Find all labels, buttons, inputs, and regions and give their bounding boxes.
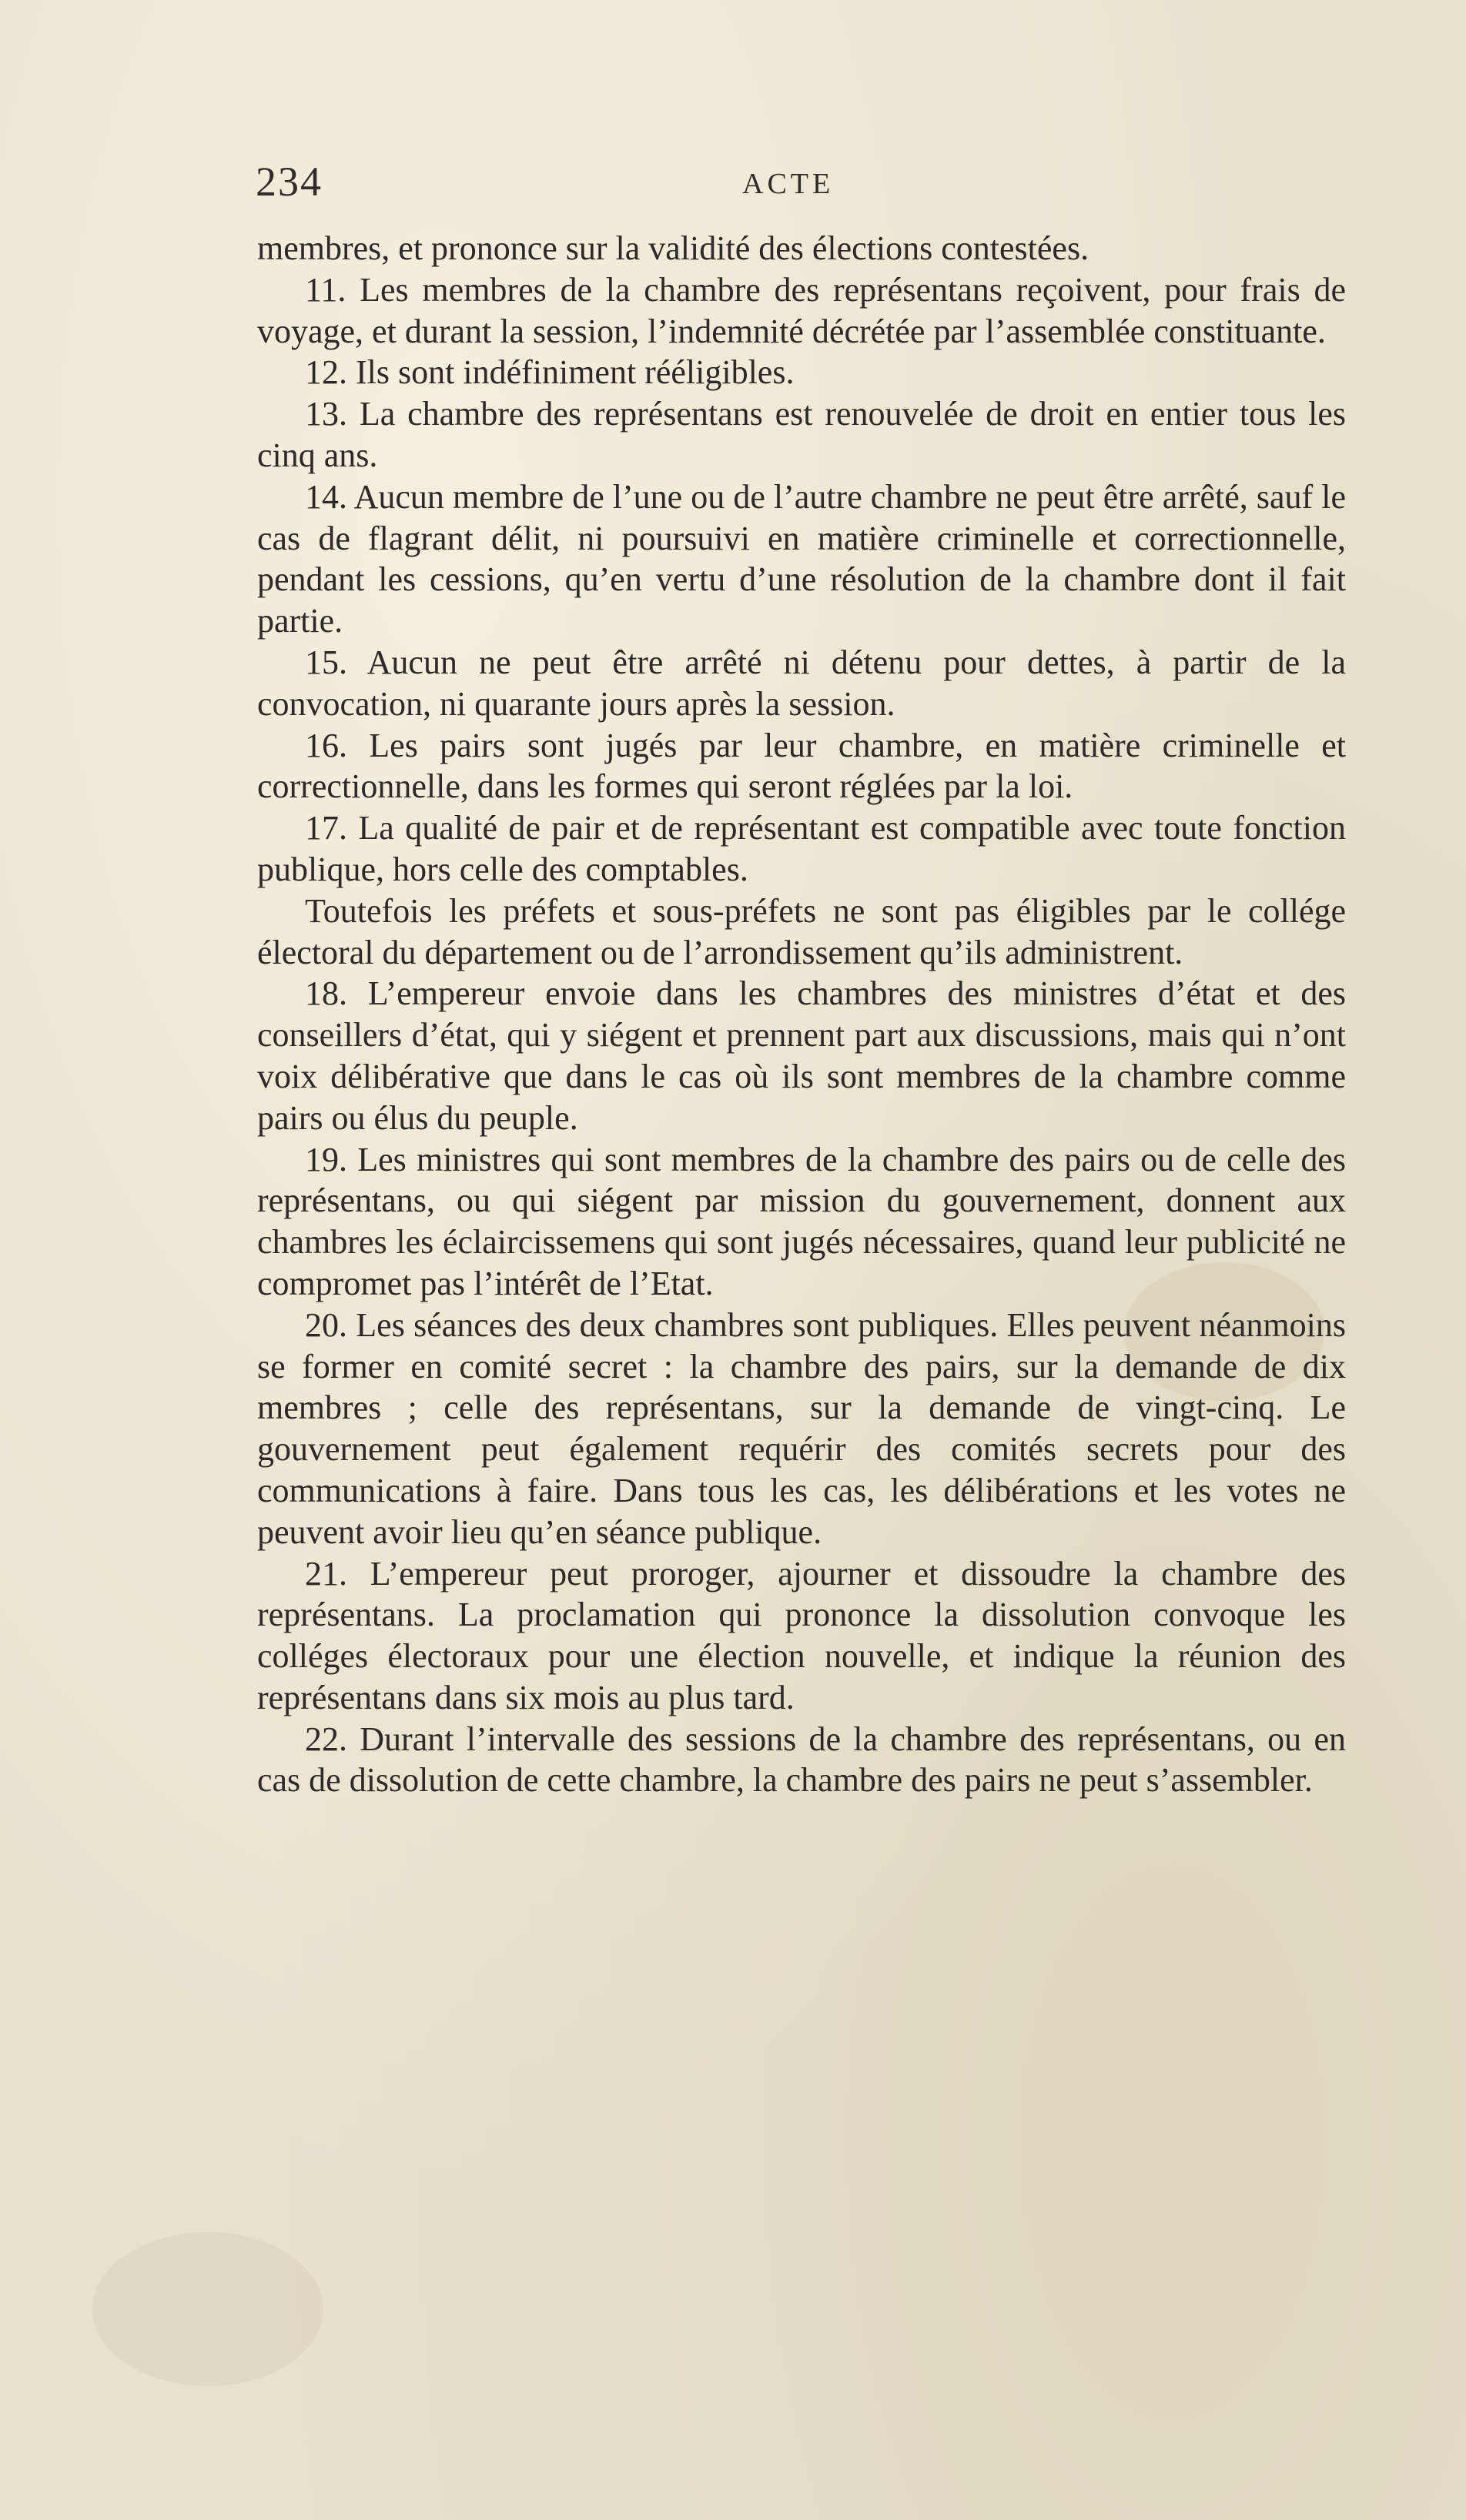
page-header <box>256 158 1349 204</box>
paper-stain <box>92 2232 323 2386</box>
article-12: 12. Ils sont indéfiniment rééligibles. <box>305 353 795 392</box>
article-17: 17. La qualité de pair et de représentant est compatible avec toute fonction publique, hors celle des comptables. <box>257 809 1346 888</box>
article-14: 14. Aucun membre de l’une ou de l’autre chambre ne peut être arrêté, sauf le cas de flagrant délit, ni poursuivi en matière criminelle et correctionnelle, pendant les cessions, qu’en vertu d’une résolution de la chambre dont il fait partie. <box>257 477 1346 640</box>
article-16: 16. Les pairs sont jugés par leur chambre, en matière criminelle et correctionnelle, dans les formes qui seront réglées par la loi. <box>257 726 1346 806</box>
body-text <box>257 228 1346 1801</box>
article-13: 13. La chambre des représentans est renouvelée de droit en entier tous les cinq ans. <box>257 395 1346 474</box>
article-21: 21. L’empereur peut proroger, ajourner et dissoudre la chambre des représentans. La proclamation qui prononce la dissolution convoque les colléges électoraux pour une élection nouvelle, et indique la réunion des représentans dans six mois au plus tard. <box>257 1554 1346 1716</box>
article-15: 15. Aucun ne peut être arrêté ni détenu pour dettes, à partir de la convocation, ni quarante jours après la session. <box>257 643 1346 723</box>
article-18: 18. L’empereur envoie dans les chambres des ministres d’état et des conseillers d’état, qui y siégent et prennent part aux discussions, mais qui n’ont voix délibérative que dans le cas où ils sont membres de la chambre comme pairs ou élus du peuple. <box>257 974 1346 1137</box>
page-number: 234 <box>256 159 323 205</box>
article-22: 22. Durant l’intervalle des sessions de la chambre des représentans, ou en cas de dissolution de cette chambre, la chambre des pairs ne peut s’assembler. <box>257 1720 1346 1800</box>
article-17-toutefois: Toutefois les préfets et sous-préfets ne sont pas éligibles par le collége électoral du département ou de l’arrondissement qu’ils administrent. <box>257 891 1346 971</box>
running-head: ACTE <box>742 168 835 200</box>
article-20: 20. Les séances des deux chambres sont publiques. Elles peuvent néanmoins se former en comité secret : la chambre des pairs, sur la demande de dix membres ; celle des représentans, sur la demande de vingt-cinq. Le gouvernement peut également requérir des comités secrets pour des communications à faire. Dans tous les cas, les délibérations et les votes ne peuvent avoir lieu qu’en séance publique. <box>257 1305 1346 1551</box>
paragraph-continuation: membres, et prononce sur la validité des élections contestées. <box>257 229 1089 267</box>
article-11: 11. Les membres de la chambre des représentans reçoivent, pour frais de voyage, et durant la session, l’indemnité décrétée par l’assemblée constituante. <box>257 270 1346 350</box>
article-19: 19. Les ministres qui sont membres de la chambre des pairs ou de celle des représentans, ou qui siégent par mission du gouvernement, donnent aux chambres les éclaircissemens qui sont jugés nécessaires, quand leur publicité ne compromet pas l’intérêt de l’Etat. <box>257 1140 1346 1302</box>
